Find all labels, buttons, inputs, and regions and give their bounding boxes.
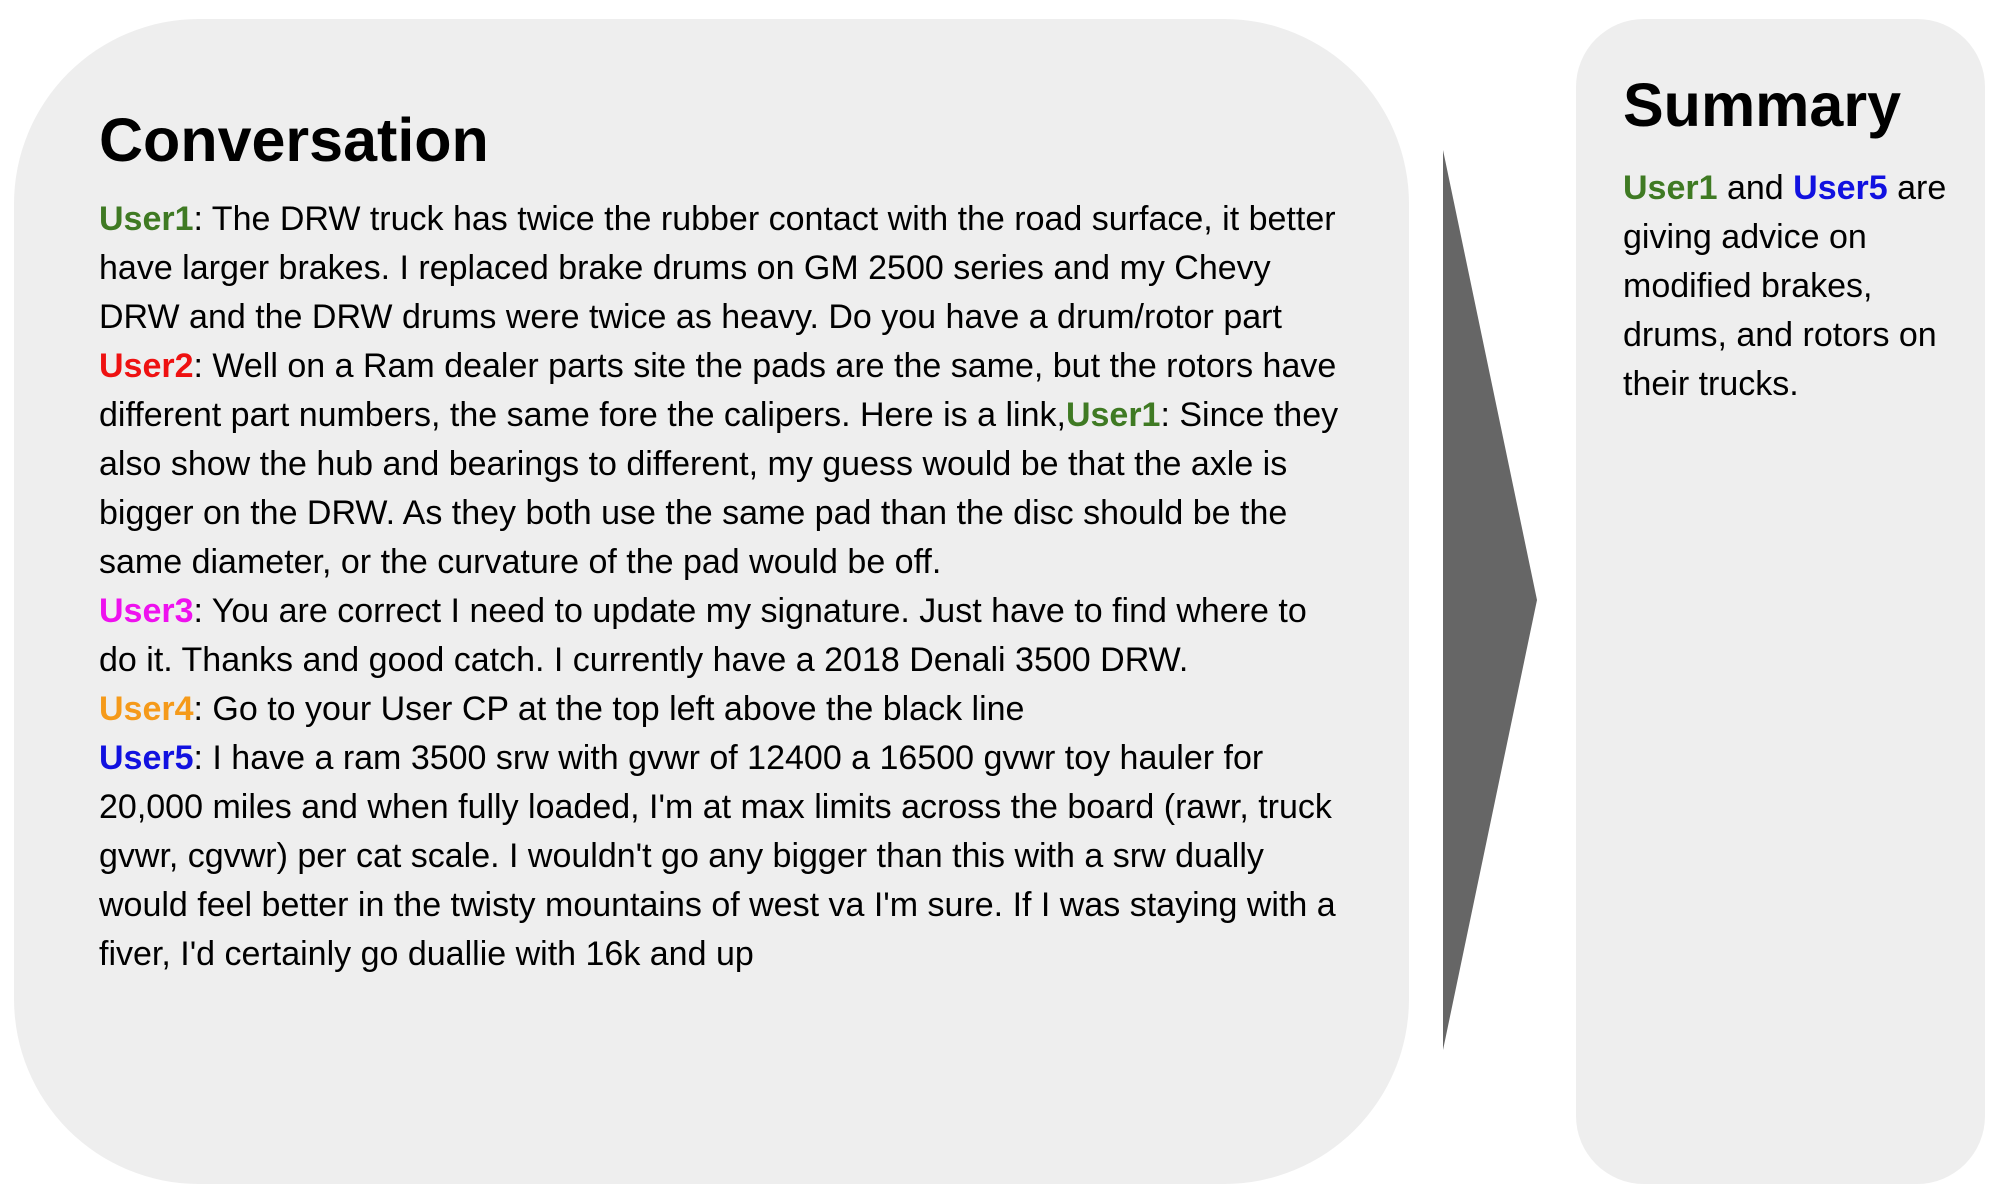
speaker-label-user1: User1 — [99, 200, 194, 239]
summary-speaker-user5: User5 — [1793, 169, 1888, 208]
flow-arrow-shape — [1443, 150, 1537, 1050]
summary-title: Summary — [1623, 71, 1902, 139]
conversation-panel — [14, 19, 1409, 1184]
speaker-label-user5: User5 — [99, 739, 194, 778]
turn-text: : Go to your User CP at the top left above the black line — [193, 690, 1025, 729]
speaker-label-user4: User4 — [99, 690, 194, 729]
conversation-turn — [99, 195, 1339, 342]
flow-arrow-icon — [1440, 150, 1540, 1050]
conversation-title: Conversation — [99, 106, 489, 174]
speaker-label-user3: User3 — [99, 592, 194, 631]
turn-text: : I have a ram 3500 srw with gvwr of 12400 a 16500 gvwr toy hauler for 20,000 miles and when fully loaded, I'm at max limits across the board (rawr, truck gvwr, cgvwr) per cat scale. I wouldn't go any bigger than this with a srw dually would feel better in the twisty mountains of west va I'm sure. If I was staying with a fiver, I'd certainly go duallie with 16k and up — [99, 739, 1336, 974]
summary-connector: and — [1717, 169, 1794, 208]
turn-text: : The DRW truck has twice the rubber contact with the road surface, it better have larger brakes. I replaced brake drums on GM 2500 series and my Chevy DRW and the DRW drums were twice as heavy. Do you have a drum/rotor part — [99, 200, 1336, 337]
speaker-label-user1: User1 — [1065, 396, 1161, 435]
conversation-body — [99, 195, 1339, 979]
conversation-turn — [99, 587, 1339, 685]
turn-text: : You are correct I need to update my signature. Just have to find where to do it. Thanks and good catch. I currently have a 2018 Denali 3500 DRW. — [99, 592, 1307, 680]
summary-speaker-user1: User1 — [1623, 169, 1718, 208]
conversation-turn — [99, 685, 1339, 734]
speaker-label-user2: User2 — [99, 347, 194, 386]
turn-text: : Since they also show the hub and bearings to different, my guess would be that the axle is bigger on the DRW. As they both use the same pad than the disc should be the same diameter, or the curvature of the pad would be off. — [99, 396, 1339, 582]
turn-text: : Well on a Ram dealer parts site the pads are the same, but the rotors have different part numbers, the same fore the calipers. Here is a link, — [99, 347, 1337, 435]
conversation-turn — [99, 734, 1339, 979]
summary-panel — [1576, 19, 1985, 1184]
summary-text: are giving advice on modified brakes, drums, and rotors on their trucks. — [1623, 169, 1947, 404]
conversation-turn — [99, 342, 1339, 587]
summary-body — [1623, 164, 1953, 409]
